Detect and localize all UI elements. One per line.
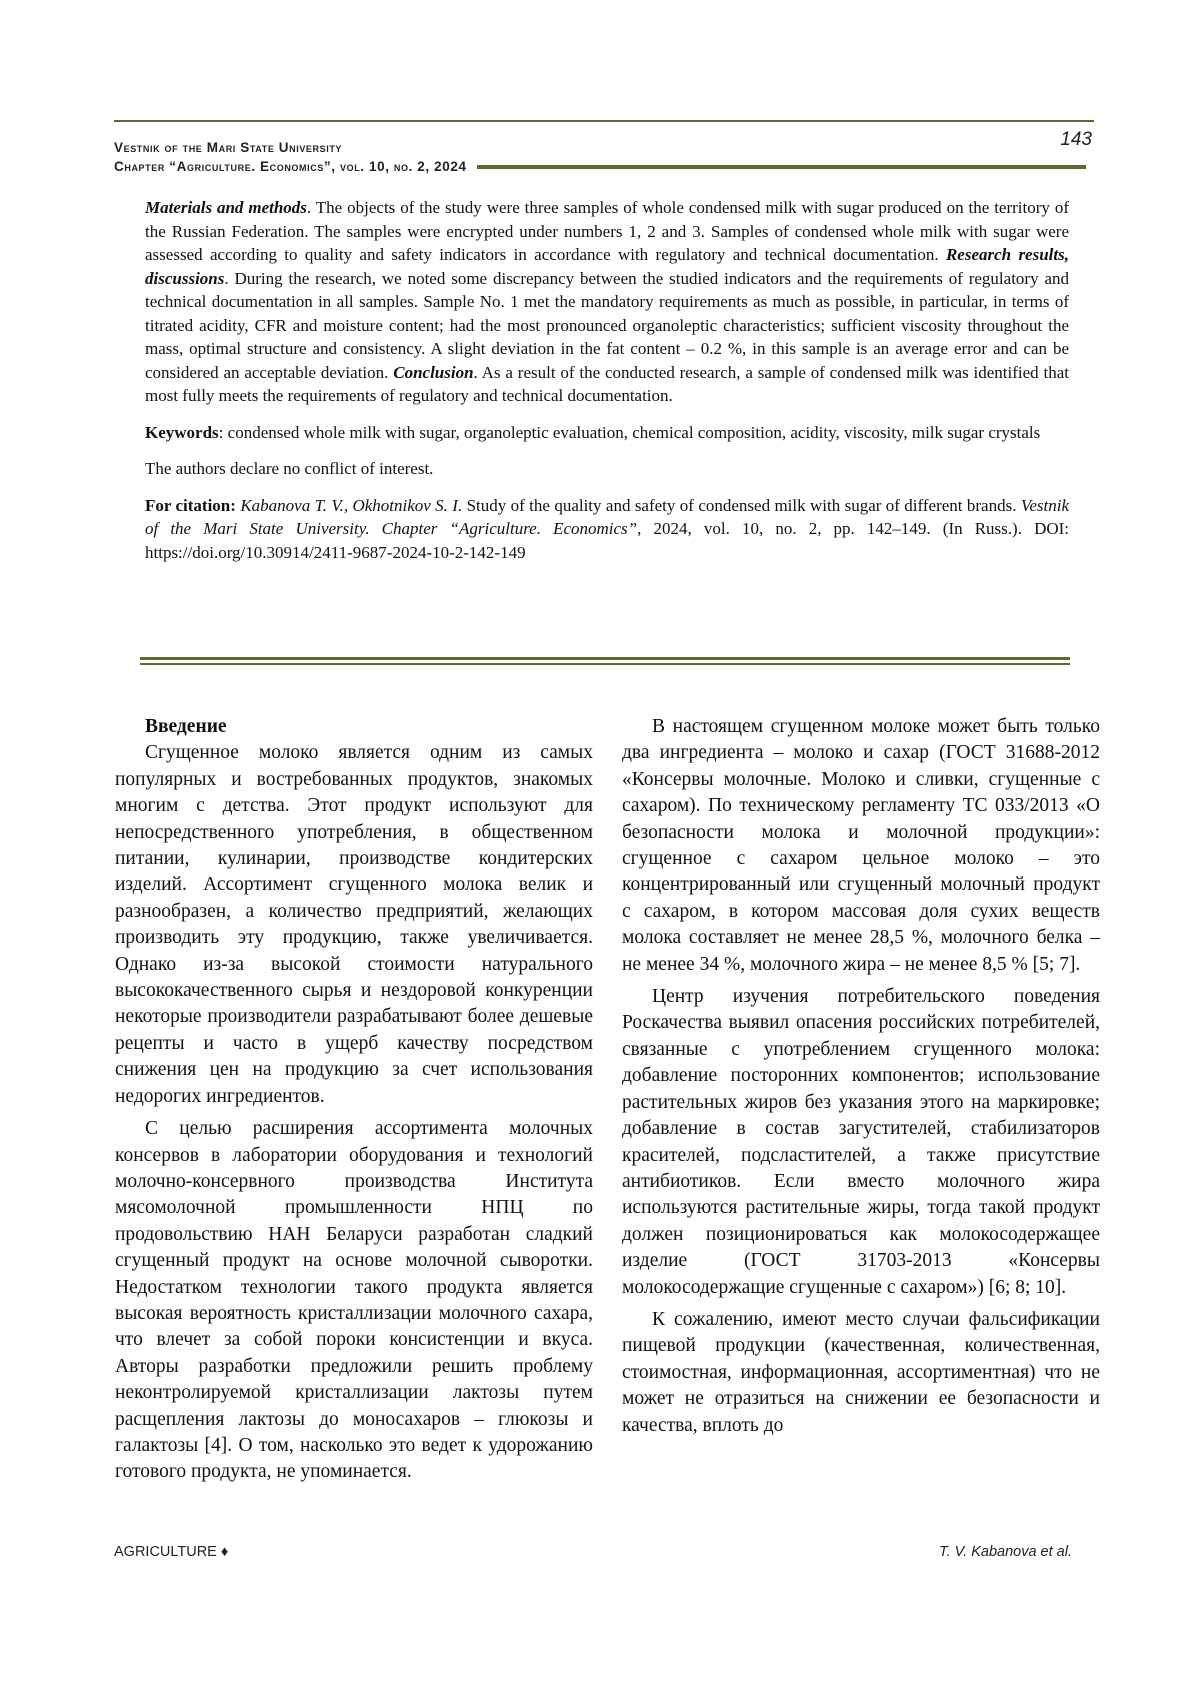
conflict-statement: The authors declare no conflict of interest. [145,459,434,478]
citation [145,494,1069,565]
citation-label: For citation: [145,495,236,515]
footer-section: AGRICULTURE ♦ [114,1544,229,1560]
keywords [145,421,1069,445]
keywords-label: Keywords [145,422,219,442]
paragraph: Центр изучения потребительского поведения Роскачества выявил опасения российских потребителей, связанные с употреблением сгущенного молока: добавление посторонних компонентов; использование растительных жиров без указания этого на маркировке; добавление в состав загустителей, стабилизаторов красителей, подсластителей, а также присутствие антибиотиков. Если вместо молочного жира используются растительные жиры, тогда такой продукт должен позиционироваться как молокосодержащее изделие (ГОСТ 31703-2013 «Консервы молокосодержащие сгущенные с сахаром») [6; 8; 10]. [622,986,1100,1298]
citation-rest: , 2024, vol. 10, no. 2, pp. 142–149. (In Russ.). DOI: https://doi.org/10.30914/2411-9687-2024-10-2-142-149 [145,519,1070,562]
paragraph: К сожалению, имеют место случаи фальсификации пищевой продукции (качественная, количественная, стоимостная, информационная, ассортиментная) что не может не отразиться на снижении ее безопасности и качества, вплоть до [622,1308,1100,1436]
paragraph: В настоящем сгущенном молоке может быть только два ингредиента – молоко и сахар (ГОСТ 31688-2012 «Консервы молочные. Молоко и сливки, сгущенные с сахаром). По техническому регламенту ТС 033/2013 «О безопасности молока и молочной продукции»: сгущенное с сахаром цельное молоко – это концентрированный или сгущенный молочный продукт с сахаром, в котором массовая доля сухих веществ молока составляет не менее 28,5 %, молочного белка – не менее 34 %, молочного жира – не менее 8,5 % [5; 7]. [622,716,1100,975]
footer-authors: T. V. Kabanova et al. [938,1544,1072,1560]
abstract-separator-thin [140,663,1070,665]
journal-chapter-line [114,157,1094,176]
journal-title: Vestnik of the Mari State University [114,140,343,155]
materials-label: Materials and methods [145,198,307,217]
header-top-rule [114,120,1094,122]
results-label: Research results, discussions [145,245,1069,288]
page-number: 143 [1060,129,1092,150]
conclusion-label: Conclusion [393,362,474,382]
keywords-text: : condensed whole milk with sugar, organoleptic evaluation, chemical composition, acidity, viscosity, milk sugar crystals [218,422,1041,442]
header-rule [477,165,1086,169]
citation-authors: Kabanova T. V., Okhotnikov S. I. [240,495,463,515]
abstract-separator [140,657,1070,660]
paragraph: Сгущенное молоко является одним из самых популярных и востребованных продуктов, знакомых многим с детства. Этот продукт используют для непосредственного употребления, в общественном питании, кулинарии, производстве кондитерских изделий. Ассортимент сгущенного молока велик и разнообразен, а количество предприятий, желающих производить эту продукцию, также увеличивается. Однако из-за высокой стоимости натурального высококачественного сырья и нездоровой конкуренции некоторые производители разрабатывают более дешевые рецепты и часто в ущерб качеству посредством снижения цен на продукцию за счет использования недорогих ингредиентов. [115,742,593,1107]
left-column [115,714,593,1492]
citation-journal: Vestnik of the Mari State University. Chapter “Agriculture. Economics” [145,495,1069,538]
materials-text: . The objects of the study were three samples of whole condensed milk with sugar produced on the territory of the Russian Federation. The samples were encrypted under numbers 1, 2 and 3. Samples of condensed whole milk with sugar were assessed according to quality and safety indicators in accordance with regulatory and technical documentation. [145,198,1069,264]
citation-title: Study of the quality and safety of condensed milk with sugar of different brands. [462,495,1021,515]
abstract [145,196,1069,577]
results-text: . During the research, we noted some discrepancy between the studied indicators and the requirements of regulatory and technical documentation in all samples. Sample No. 1 met the mandatory requirements as much as possible, in particular, in terms of titrated acidity, CFR and moisture content; had the most pronounced organoleptic characteristics; sufficient viscosity throughout the mass, optimal structure and consistency. A slight deviation in the fat content – 0.2 %, in this sample is an average error and can be considered an acceptable deviation. [145,268,1069,382]
right-column [622,714,1100,1439]
section-heading: Введение [145,716,227,737]
abstract-body [145,196,1069,408]
conclusion-text: . As a result of the conducted research, a sample of condensed milk was identified that most fully meets the requirements of regulatory and technical documentation. [145,362,1069,405]
running-header [114,138,1094,176]
journal-chapter: Chapter “Agriculture. Economics”, vol. 10, no. 2, 2024 [114,159,467,174]
paragraph: С целью расширения ассортимента молочных консервов в лаборатории оборудования и технологий молочно-консервного производства Института мясомолочной промышленности НПЦ по продовольствию НАН Беларуси разработан сладкий сгущенный продукт на основе молочной сыворотки. Недостатком технологии такого продукта является высокая вероятность кристаллизации молочного сахара, что влечет за собой пороки консистенции и вкуса. Авторы разработки предложили решить проблему неконтролируемой кристаллизации лактозы путем расщепления лактозы до моносахаров – глюкозы и галактозы [4]. О том, насколько это ведет к удорожанию готового продукта, не упоминается. [115,1118,593,1483]
